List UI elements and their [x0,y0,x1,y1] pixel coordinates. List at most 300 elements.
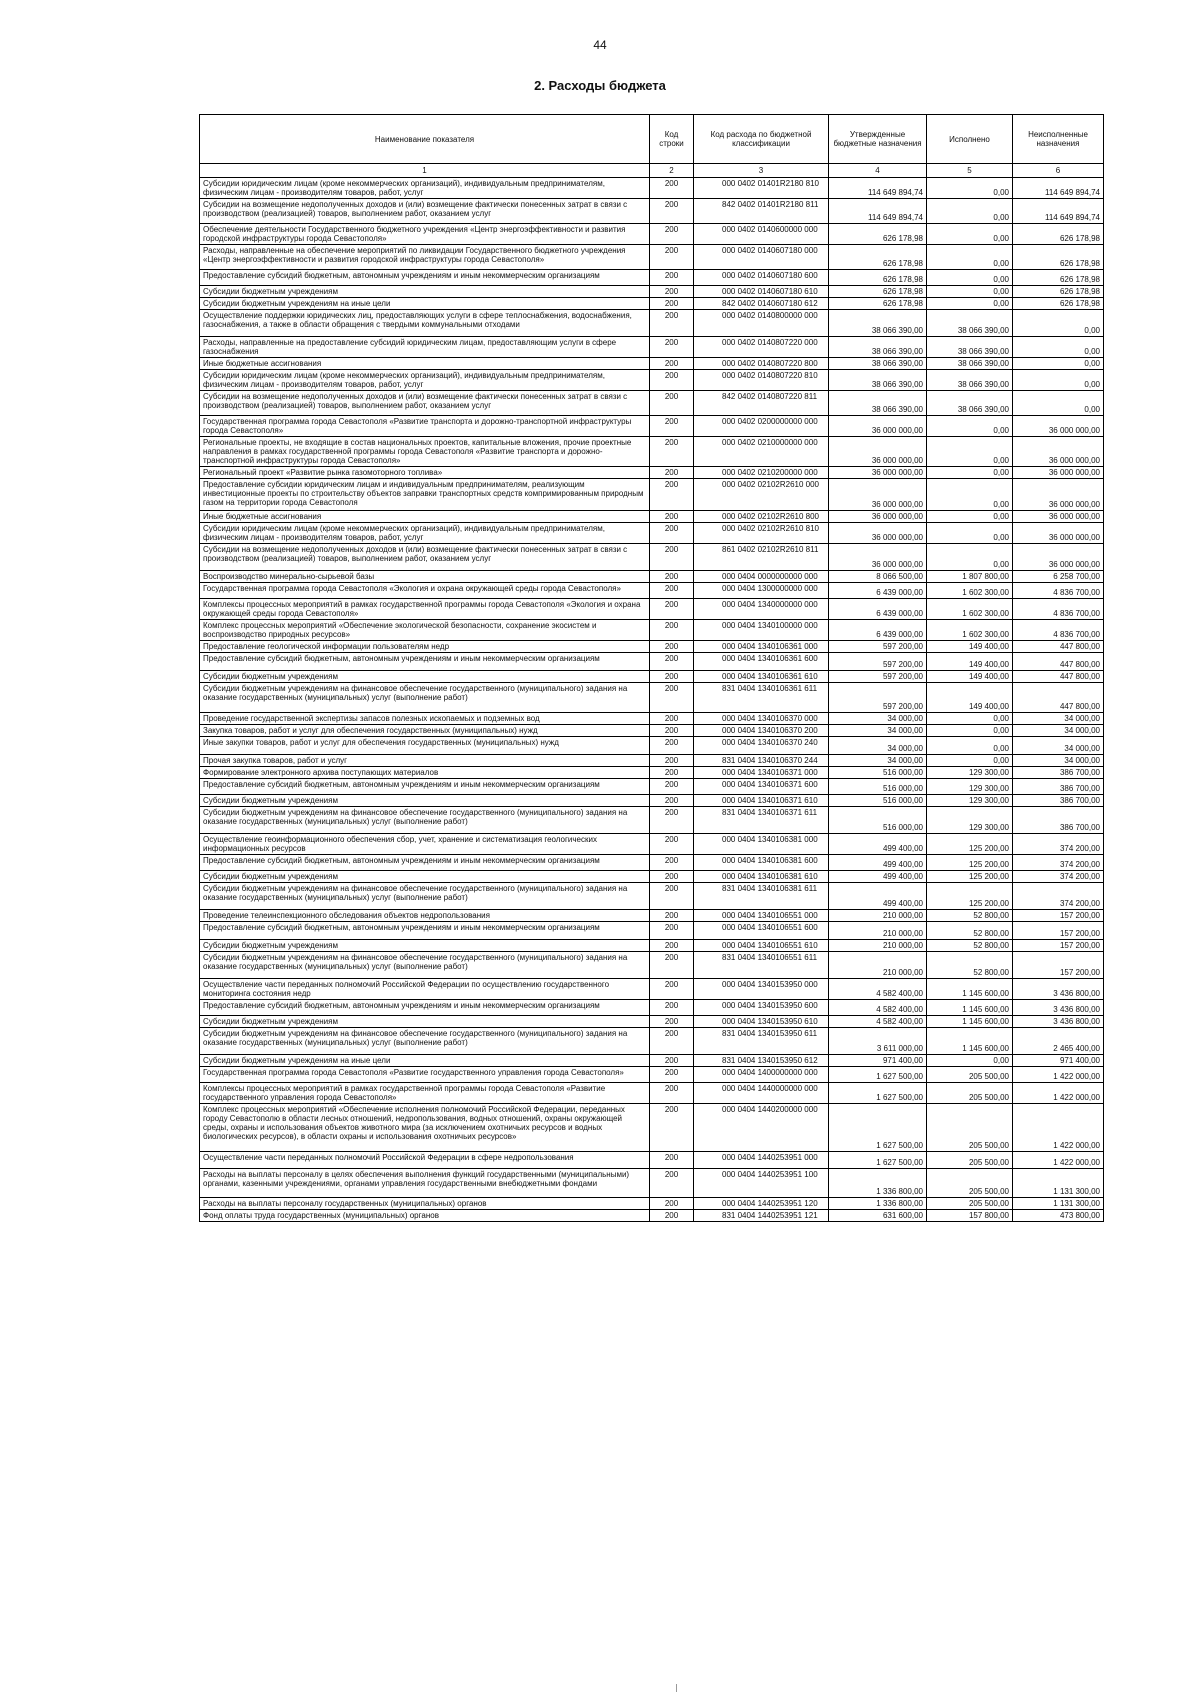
row-budget-code: 831 0404 1340106361 611 [694,683,829,713]
table-row [200,298,1104,310]
row-executed: 149 400,00 [927,641,1013,653]
row-budget-code: 000 0402 02102R2610 000 [694,479,829,511]
row-executed: 52 800,00 [927,922,1013,940]
row-budget-code: 000 0404 1340106371 610 [694,795,829,807]
table-row [200,871,1104,883]
row-approved: 6 439 000,00 [829,599,927,620]
row-approved: 34 000,00 [829,725,927,737]
table-row [200,511,1104,523]
row-budget-code: 842 0402 01401R2180 811 [694,199,829,224]
row-unexecuted: 626 178,98 [1013,286,1104,298]
row-line-code: 200 [650,370,694,391]
row-name: Государственная программа города Севастополя «Развитие транспорта и дорожно-транспортной инфраструктуры города Севастополя» [200,416,650,437]
row-name: Осуществление геоинформационного обеспечения сбор, учет, хранение и систематизация геологических информационных ресурсов [200,834,650,855]
row-unexecuted: 3 436 800,00 [1013,1016,1104,1028]
table-row [200,1198,1104,1210]
column-number: 2 [650,164,694,178]
row-unexecuted: 386 700,00 [1013,807,1104,834]
row-unexecuted: 3 436 800,00 [1013,1000,1104,1016]
row-budget-code: 831 0404 1440253951 121 [694,1210,829,1222]
row-budget-code: 000 0402 0210200000 000 [694,467,829,479]
table-row [200,370,1104,391]
row-name: Субсидии бюджетным учреждениям на финансовое обеспечение государственного (муниципального) задания на оказание государственных (муниципальных) услуг (выполнение работ) [200,683,650,713]
row-name: Региональные проекты, не входящие в состав национальных проектов, капитальные вложения, прочие проектные направления в рамках государственной программы города Севастополя «Развитие транспорта и дорожно-транспортной инфраструктуры города Севастополя» [200,437,650,467]
row-line-code: 200 [650,671,694,683]
row-executed: 0,00 [927,178,1013,199]
row-executed: 0,00 [927,479,1013,511]
row-executed: 1 602 300,00 [927,620,1013,641]
row-name: Обеспечение деятельности Государственного бюджетного учреждения «Центр энергоэффективности и развития городской инфраструктуры города Севастополя» [200,224,650,245]
row-executed: 0,00 [927,725,1013,737]
row-unexecuted: 374 200,00 [1013,871,1104,883]
row-name: Субсидии бюджетным учреждениям на иные цели [200,1055,650,1067]
row-budget-code: 000 0404 1340106361 000 [694,641,829,653]
row-name: Государственная программа города Севастополя «Развитие государственного управления города Севастополя» [200,1067,650,1083]
page-title: 2. Расходы бюджета [534,78,666,93]
row-line-code: 200 [650,437,694,467]
row-unexecuted: 0,00 [1013,391,1104,416]
row-unexecuted: 4 836 700,00 [1013,620,1104,641]
row-approved: 38 066 390,00 [829,391,927,416]
row-name: Предоставление субсидий бюджетным, автономным учреждениям и иным некоммерческим организациям [200,779,650,795]
table-row [200,683,1104,713]
row-unexecuted: 0,00 [1013,358,1104,370]
row-approved: 6 439 000,00 [829,583,927,599]
row-line-code: 200 [650,620,694,641]
row-name: Государственная программа города Севастополя «Экология и охрана окружающей среды города Севастополя» [200,583,650,599]
row-line-code: 200 [650,1028,694,1055]
row-executed: 0,00 [927,298,1013,310]
row-approved: 210 000,00 [829,952,927,979]
row-budget-code: 000 0402 0140607180 000 [694,245,829,270]
row-approved: 1 336 800,00 [829,1198,927,1210]
row-line-code: 200 [650,1169,694,1198]
row-name: Воспроизводство минерально-сырьевой базы [200,571,650,583]
row-unexecuted: 626 178,98 [1013,270,1104,286]
table-row [200,583,1104,599]
row-unexecuted: 36 000 000,00 [1013,523,1104,544]
row-approved: 1 627 500,00 [829,1083,927,1104]
row-executed: 1 602 300,00 [927,599,1013,620]
row-unexecuted: 447 800,00 [1013,671,1104,683]
row-line-code: 200 [650,834,694,855]
row-line-code: 200 [650,871,694,883]
row-approved: 516 000,00 [829,807,927,834]
row-line-code: 200 [650,511,694,523]
table-row [200,544,1104,571]
row-approved: 210 000,00 [829,922,927,940]
table-row [200,620,1104,641]
row-line-code: 200 [650,467,694,479]
row-approved: 36 000 000,00 [829,416,927,437]
row-name: Субсидии юридическим лицам (кроме некоммерческих организаций), индивидуальным предпринимателям, физическим лицам - производителям товаров, работ, услуг [200,523,650,544]
row-approved: 6 439 000,00 [829,620,927,641]
row-budget-code: 000 0404 1440253951 000 [694,1152,829,1169]
row-executed: 38 066 390,00 [927,310,1013,337]
row-name: Осуществление части переданных полномочий Российской Федерации по осуществлению государственного мониторинга состояния недр [200,979,650,1000]
row-name: Региональный проект «Развитие рынка газомоторного топлива» [200,467,650,479]
row-budget-code: 831 0404 1340153950 612 [694,1055,829,1067]
row-approved: 1 336 800,00 [829,1169,927,1198]
row-executed: 129 300,00 [927,767,1013,779]
row-unexecuted: 157 200,00 [1013,922,1104,940]
table-row [200,571,1104,583]
row-line-code: 200 [650,310,694,337]
row-name: Субсидии юридическим лицам (кроме некоммерческих организаций), индивидуальным предпринимателям, физическим лицам - производителям товаров, работ, услуг [200,370,650,391]
row-line-code: 200 [650,416,694,437]
row-line-code: 200 [650,337,694,358]
row-executed: 38 066 390,00 [927,391,1013,416]
row-name: Предоставление субсидий бюджетным, автономным учреждениям и иным некоммерческим организациям [200,922,650,940]
row-name: Иные бюджетные ассигнования [200,358,650,370]
table-row [200,178,1104,199]
table-row [200,1016,1104,1028]
row-unexecuted: 626 178,98 [1013,298,1104,310]
row-approved: 597 200,00 [829,683,927,713]
row-name: Иные бюджетные ассигнования [200,511,650,523]
row-approved: 36 000 000,00 [829,467,927,479]
row-line-code: 200 [650,883,694,910]
row-line-code: 200 [650,725,694,737]
row-executed: 129 300,00 [927,779,1013,795]
row-executed: 0,00 [927,416,1013,437]
row-budget-code: 000 0402 0140800000 000 [694,310,829,337]
row-budget-code: 000 0404 1340100000 000 [694,620,829,641]
row-executed: 0,00 [927,755,1013,767]
row-line-code: 200 [650,922,694,940]
table-row [200,358,1104,370]
row-name: Субсидии бюджетным учреждениям [200,795,650,807]
row-line-code: 200 [650,979,694,1000]
row-approved: 38 066 390,00 [829,370,927,391]
row-name: Иные закупки товаров, работ и услуг для обеспечения государственных (муниципальных) нужд [200,737,650,755]
table-row [200,467,1104,479]
row-executed: 38 066 390,00 [927,358,1013,370]
row-approved: 34 000,00 [829,737,927,755]
row-unexecuted: 114 649 894,74 [1013,178,1104,199]
table-row [200,883,1104,910]
row-name: Субсидии на возмещение недополученных доходов и (или) возмещение фактически понесенных затрат в связи с производством (реализацией) товаров, выполнением работ, оказанием услуг [200,391,650,416]
row-line-code: 200 [650,855,694,871]
row-unexecuted: 1 422 000,00 [1013,1104,1104,1152]
table-row [200,855,1104,871]
row-budget-code: 000 0402 0140600000 000 [694,224,829,245]
row-name: Формирование электронного архива поступающих материалов [200,767,650,779]
row-executed: 1 145 600,00 [927,1000,1013,1016]
row-line-code: 200 [650,178,694,199]
row-line-code: 200 [650,298,694,310]
row-name: Расходы, направленные на предоставление субсидий юридическим лицам, предоставляющим услуги в сфере газоснабжения [200,337,650,358]
table-row [200,713,1104,725]
row-approved: 4 582 400,00 [829,1000,927,1016]
row-executed: 149 400,00 [927,653,1013,671]
row-name: Субсидии бюджетным учреждениям [200,940,650,952]
row-name: Предоставление субсидий бюджетным, автономным учреждениям и иным некоммерческим организациям [200,1000,650,1016]
row-unexecuted: 157 200,00 [1013,910,1104,922]
row-executed: 157 800,00 [927,1210,1013,1222]
row-budget-code: 000 0402 0210000000 000 [694,437,829,467]
row-name: Расходы на выплаты персоналу государственных (муниципальных) органов [200,1198,650,1210]
row-unexecuted: 1 422 000,00 [1013,1083,1104,1104]
column-number-row [200,164,1104,178]
row-approved: 4 582 400,00 [829,1016,927,1028]
row-budget-code: 000 0404 1340106381 000 [694,834,829,855]
row-unexecuted: 157 200,00 [1013,940,1104,952]
row-line-code: 200 [650,571,694,583]
row-approved: 1 627 500,00 [829,1104,927,1152]
row-budget-code: 831 0404 1340106551 611 [694,952,829,979]
table-row [200,1152,1104,1169]
row-approved: 210 000,00 [829,940,927,952]
row-approved: 499 400,00 [829,855,927,871]
row-budget-code: 000 0404 1340106370 240 [694,737,829,755]
table-row [200,1028,1104,1055]
row-name: Проведение государственной экспертизы запасов полезных ископаемых и подземных вод [200,713,650,725]
row-approved: 36 000 000,00 [829,544,927,571]
row-budget-code: 000 0404 1440200000 000 [694,1104,829,1152]
row-approved: 516 000,00 [829,795,927,807]
row-unexecuted: 34 000,00 [1013,737,1104,755]
column-number: 3 [694,164,829,178]
table-row [200,199,1104,224]
row-budget-code: 842 0402 0140607180 612 [694,298,829,310]
row-unexecuted: 36 000 000,00 [1013,467,1104,479]
row-name: Субсидии на возмещение недополученных доходов и (или) возмещение фактически понесенных затрат в связи с производством (реализацией) товаров, выполнением работ, оказанием услуг [200,199,650,224]
row-line-code: 200 [650,653,694,671]
row-executed: 38 066 390,00 [927,370,1013,391]
row-unexecuted: 34 000,00 [1013,725,1104,737]
row-budget-code: 000 0402 0140607180 600 [694,270,829,286]
table-row [200,979,1104,1000]
row-budget-code: 000 0402 0140807220 800 [694,358,829,370]
expenditure-table [199,114,1104,1222]
row-name: Прочая закупка товаров, работ и услуг [200,755,650,767]
row-line-code: 200 [650,1152,694,1169]
row-unexecuted: 36 000 000,00 [1013,416,1104,437]
table-row [200,479,1104,511]
row-approved: 971 400,00 [829,1055,927,1067]
row-name: Субсидии бюджетным учреждениям [200,286,650,298]
header-line-code: Код строки [650,115,694,164]
table-row [200,1083,1104,1104]
row-approved: 626 178,98 [829,286,927,298]
row-unexecuted: 374 200,00 [1013,834,1104,855]
row-approved: 631 600,00 [829,1210,927,1222]
row-budget-code: 000 0404 1340153950 600 [694,1000,829,1016]
row-unexecuted: 4 836 700,00 [1013,599,1104,620]
row-approved: 4 582 400,00 [829,979,927,1000]
row-unexecuted: 473 800,00 [1013,1210,1104,1222]
row-name: Субсидии бюджетным учреждениям на финансовое обеспечение государственного (муниципального) задания на оказание государственных (муниципальных) услуг (выполнение работ) [200,883,650,910]
row-line-code: 200 [650,544,694,571]
row-budget-code: 000 0404 1340106551 000 [694,910,829,922]
row-name: Субсидии бюджетным учреждениям [200,871,650,883]
row-name: Осуществление части переданных полномочий Российской Федерации в сфере недропользования [200,1152,650,1169]
row-budget-code: 000 0404 1340106361 610 [694,671,829,683]
row-executed: 38 066 390,00 [927,337,1013,358]
table-row [200,270,1104,286]
table-header-row [200,115,1104,164]
row-unexecuted: 114 649 894,74 [1013,199,1104,224]
row-line-code: 200 [650,1210,694,1222]
table-row [200,653,1104,671]
row-budget-code: 000 0402 0140807220 000 [694,337,829,358]
row-line-code: 200 [650,737,694,755]
row-budget-code: 000 0402 01401R2180 810 [694,178,829,199]
row-unexecuted: 386 700,00 [1013,767,1104,779]
row-executed: 125 200,00 [927,871,1013,883]
row-unexecuted: 971 400,00 [1013,1055,1104,1067]
row-unexecuted: 447 800,00 [1013,641,1104,653]
row-line-code: 200 [650,641,694,653]
row-unexecuted: 34 000,00 [1013,713,1104,725]
row-budget-code: 000 0404 1340000000 000 [694,599,829,620]
row-budget-code: 831 0404 1340106370 244 [694,755,829,767]
table-row [200,1055,1104,1067]
table-row [200,1169,1104,1198]
row-name: Субсидии бюджетным учреждениям на иные цели [200,298,650,310]
row-unexecuted: 36 000 000,00 [1013,511,1104,523]
row-executed: 129 300,00 [927,795,1013,807]
row-budget-code: 000 0404 1440253951 100 [694,1169,829,1198]
row-name: Предоставление субсидий бюджетным, автономным учреждениям и иным некоммерческим организациям [200,855,650,871]
row-budget-code: 831 0404 1340106371 611 [694,807,829,834]
row-executed: 0,00 [927,737,1013,755]
table-row [200,310,1104,337]
row-name: Комплексы процессных мероприятий в рамках государственной программы города Севастополя «Развитие государственного управления города Севастополя» [200,1083,650,1104]
row-executed: 0,00 [927,713,1013,725]
row-budget-code: 000 0404 1300000000 000 [694,583,829,599]
row-executed: 125 200,00 [927,834,1013,855]
table-row [200,779,1104,795]
row-executed: 0,00 [927,270,1013,286]
table-row [200,940,1104,952]
row-name: Расходы на выплаты персоналу в целях обеспечения выполнения функций государственными (муниципальными) органами, казенными учреждениями, органами управления государственными внебюджетными фондами [200,1169,650,1198]
row-approved: 3 611 000,00 [829,1028,927,1055]
row-approved: 38 066 390,00 [829,310,927,337]
row-executed: 52 800,00 [927,940,1013,952]
row-unexecuted: 386 700,00 [1013,779,1104,795]
row-name: Предоставление субсидий бюджетным, автономным учреждениям и иным некоммерческим организациям [200,653,650,671]
row-unexecuted: 36 000 000,00 [1013,437,1104,467]
row-executed: 129 300,00 [927,807,1013,834]
row-budget-code: 861 0402 02102R2610 811 [694,544,829,571]
row-line-code: 200 [650,767,694,779]
row-line-code: 200 [650,479,694,511]
table-row [200,1000,1104,1016]
table-row [200,1210,1104,1222]
row-budget-code: 000 0404 1440000000 000 [694,1083,829,1104]
row-unexecuted: 1 131 300,00 [1013,1169,1104,1198]
row-unexecuted: 6 258 700,00 [1013,571,1104,583]
row-line-code: 200 [650,1055,694,1067]
row-line-code: 200 [650,807,694,834]
row-budget-code: 000 0402 0140607180 610 [694,286,829,298]
row-approved: 597 200,00 [829,653,927,671]
row-executed: 52 800,00 [927,952,1013,979]
row-unexecuted: 1 131 300,00 [1013,1198,1104,1210]
table-row [200,599,1104,620]
row-budget-code: 000 0402 02102R2610 800 [694,511,829,523]
column-number: 6 [1013,164,1104,178]
row-executed: 149 400,00 [927,671,1013,683]
row-executed: 0,00 [927,511,1013,523]
row-approved: 34 000,00 [829,755,927,767]
column-number: 5 [927,164,1013,178]
row-name: Субсидии юридическим лицам (кроме некоммерческих организаций), индивидуальным предпринимателям, физическим лицам - производителям товаров, работ, услуг [200,178,650,199]
table-row [200,245,1104,270]
header-unexecuted: Неисполненные назначения [1013,115,1104,164]
row-executed: 205 500,00 [927,1083,1013,1104]
row-approved: 38 066 390,00 [829,337,927,358]
row-unexecuted: 157 200,00 [1013,952,1104,979]
row-approved: 36 000 000,00 [829,437,927,467]
row-approved: 114 649 894,74 [829,199,927,224]
row-unexecuted: 447 800,00 [1013,683,1104,713]
table-row [200,910,1104,922]
row-name: Субсидии на возмещение недополученных доходов и (или) возмещение фактически понесенных затрат в связи с производством (реализацией) товаров, выполнением работ, оказанием услуг [200,544,650,571]
row-line-code: 200 [650,683,694,713]
row-line-code: 200 [650,583,694,599]
row-approved: 8 066 500,00 [829,571,927,583]
row-executed: 205 500,00 [927,1198,1013,1210]
row-budget-code: 831 0404 1340106381 611 [694,883,829,910]
row-unexecuted: 374 200,00 [1013,883,1104,910]
table-row [200,641,1104,653]
row-approved: 36 000 000,00 [829,479,927,511]
row-name: Закупка товаров, работ и услуг для обеспечения государственных (муниципальных) нужд [200,725,650,737]
row-executed: 52 800,00 [927,910,1013,922]
row-line-code: 200 [650,940,694,952]
row-executed: 1 145 600,00 [927,979,1013,1000]
row-name: Субсидии бюджетным учреждениям на финансовое обеспечение государственного (муниципального) задания на оказание государственных (муниципальных) услуг (выполнение работ) [200,1028,650,1055]
row-unexecuted: 1 422 000,00 [1013,1152,1104,1169]
row-line-code: 200 [650,713,694,725]
row-unexecuted: 1 422 000,00 [1013,1067,1104,1083]
row-approved: 516 000,00 [829,767,927,779]
row-line-code: 200 [650,952,694,979]
row-executed: 1 807 800,00 [927,571,1013,583]
row-executed: 205 500,00 [927,1152,1013,1169]
table-row [200,337,1104,358]
row-line-code: 200 [650,599,694,620]
row-name: Предоставление геологической информации пользователям недр [200,641,650,653]
row-unexecuted: 626 178,98 [1013,224,1104,245]
row-budget-code: 000 0404 1340106551 610 [694,940,829,952]
row-unexecuted: 626 178,98 [1013,245,1104,270]
row-budget-code: 000 0404 1340106371 000 [694,767,829,779]
row-unexecuted: 386 700,00 [1013,795,1104,807]
table-row [200,725,1104,737]
table-row [200,1104,1104,1152]
row-line-code: 200 [650,779,694,795]
row-executed: 125 200,00 [927,855,1013,871]
table-row [200,737,1104,755]
row-budget-code: 000 0404 1340153950 610 [694,1016,829,1028]
header-executed: Исполнено [927,115,1013,164]
row-approved: 36 000 000,00 [829,523,927,544]
table-row [200,795,1104,807]
row-executed: 0,00 [927,224,1013,245]
row-executed: 205 500,00 [927,1067,1013,1083]
row-name: Осуществление поддержки юридических лиц, предоставляющих услуги в сфере теплоснабжения, водоснабжения, газоснабжения, а также в области обращения с твердыми коммунальными отходами [200,310,650,337]
row-executed: 1 602 300,00 [927,583,1013,599]
table-row [200,807,1104,834]
header-budget-code: Код расхода по бюджетной классификации [694,115,829,164]
table-row [200,671,1104,683]
row-budget-code: 000 0404 1340106371 600 [694,779,829,795]
table-row [200,391,1104,416]
